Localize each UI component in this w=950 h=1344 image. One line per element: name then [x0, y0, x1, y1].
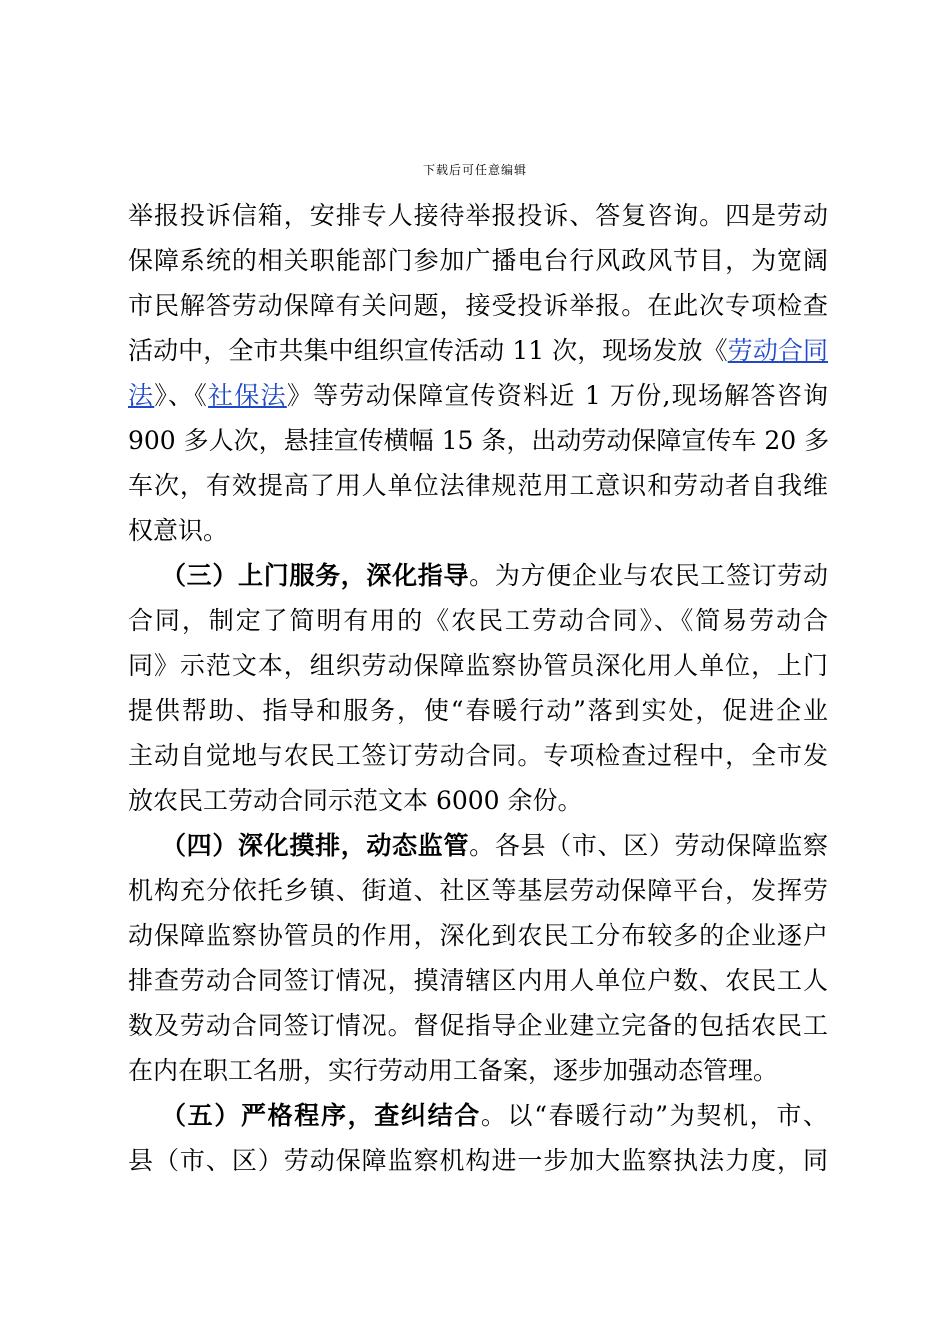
text-span: 保障系统的相关职能部门参加广播电台行风政风节目，为宽阔 [128, 246, 828, 275]
text-line [128, 643, 828, 688]
text-span: 主动自觉地与农民工签订劳动合同。专项检查过程中，全市发 [128, 741, 828, 770]
text-line [128, 1048, 828, 1093]
text-span: 举报投诉信箱，安排专人接待举报投诉、答复咨询。四是劳动 [128, 201, 828, 230]
text-line [128, 1003, 828, 1048]
text-span: 。以“春暖行动”为契机，市、 [480, 1101, 828, 1130]
text-span: 》等劳动保障宣传资料近 1 万份,现场解答咨询 [286, 381, 828, 410]
text-line [128, 553, 828, 598]
text-span: 》、《 [154, 381, 209, 410]
text-span: 同》示范文本，组织劳动保障监察协管员深化用人单位，上门 [128, 651, 828, 680]
text-span: 900 多人次，悬挂宣传横幅 15 条，出动劳动保障宣传车 20 多 [128, 426, 830, 455]
text-span: 提供帮助、指导和服务，使“春暖行动”落到实处，促进企业 [128, 696, 828, 725]
text-line [128, 283, 828, 328]
text-line [128, 1138, 828, 1183]
text-line [128, 778, 828, 823]
text-line [128, 418, 828, 463]
text-line [128, 598, 828, 643]
text-line [128, 328, 828, 373]
text-span: 车次，有效提高了用人单位法律规范用工意识和劳动者自我维 [128, 471, 828, 500]
text-span: 权意识。 [128, 516, 229, 545]
text-line [128, 868, 828, 913]
text-span: 合同，制定了简明有用的《农民工劳动合同》、《简易劳动合 [128, 606, 828, 635]
law-link[interactable]: 社保法 [208, 381, 287, 410]
text-span: 活动中，全市共集中组织宣传活动 11 次，现场发放《 [128, 336, 728, 365]
section-heading: （五）严格程序，查纠结合 [161, 1101, 481, 1130]
text-span: 排查劳动合同签订情况，摸清辖区内用人单位户数、农民工人 [128, 966, 828, 995]
document-body [128, 193, 828, 1183]
text-span: 市民解答劳动保障有关问题，接受投诉举报。在此次专项检查 [128, 291, 828, 320]
text-line [128, 913, 828, 958]
law-link[interactable]: 法 [128, 381, 155, 410]
law-link[interactable]: 劳动合同 [727, 336, 828, 365]
text-line [128, 508, 828, 553]
text-line [128, 958, 828, 1003]
page-header-note: 下载后可任意编辑 [422, 163, 527, 177]
text-span: 。为方便企业与农民工签订劳动 [469, 561, 828, 590]
text-span: 放农民工劳动合同示范文本 6000 余份。 [128, 786, 583, 815]
text-line [128, 1093, 828, 1138]
text-span: 。各县（市、区）劳动保障监察 [469, 831, 828, 860]
text-span: 数及劳动合同签订情况。督促指导企业建立完备的包括农民工 [128, 1011, 828, 1040]
text-line [128, 823, 828, 868]
text-line [128, 238, 828, 283]
section-heading: （四）深化摸排，动态监管 [161, 831, 470, 860]
text-line [128, 733, 828, 778]
text-line [128, 193, 828, 238]
text-span: 在内在职工名册，实行劳动用工备案，逐步加强动态管理。 [128, 1056, 779, 1085]
text-span: 县（市、区）劳动保障监察机构进一步加大监察执法力度，同 [128, 1146, 828, 1175]
text-span: 机构充分依托乡镇、街道、社区等基层劳动保障平台，发挥劳 [128, 876, 828, 905]
text-span: 动保障监察协管员的作用，深化到农民工分布较多的企业逐户 [128, 921, 828, 950]
text-line [128, 373, 828, 418]
section-heading: （三）上门服务，深化指导 [161, 561, 470, 590]
text-line [128, 463, 828, 508]
text-line [128, 688, 828, 733]
